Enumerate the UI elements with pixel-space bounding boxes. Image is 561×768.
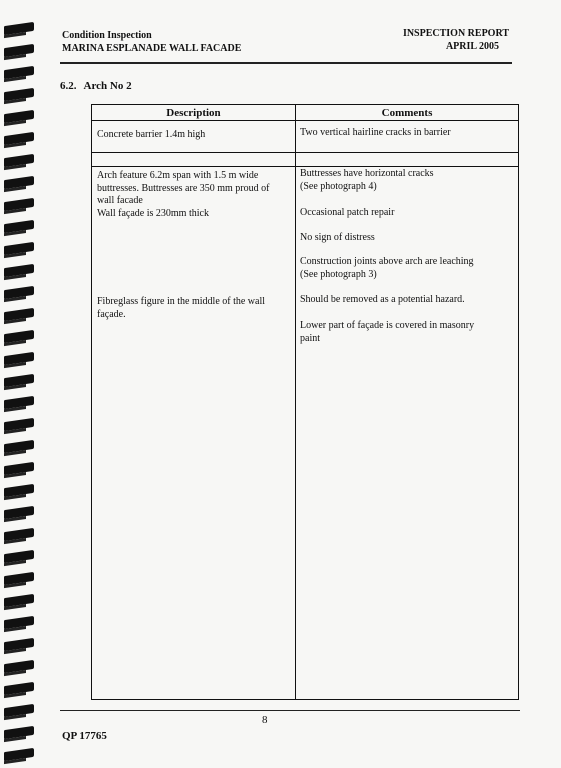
row3-comment-1 [300, 168, 434, 193]
binding-ring [4, 704, 34, 717]
header-report-type: INSPECTION REPORT [402, 28, 509, 39]
binding-ring [4, 352, 34, 365]
text-line: Lower part of façade is covered in masonry [300, 320, 475, 331]
binding-ring [4, 506, 34, 519]
page-number: 8 [262, 714, 268, 726]
binding-ring [4, 22, 34, 35]
column-header-description: Description [166, 107, 221, 119]
row3-comment-2: Occasional patch repair [300, 207, 395, 218]
text-line: Fibreglass figure in the middle of the wall [97, 296, 266, 307]
binding-ring [4, 44, 34, 57]
section-heading [60, 80, 132, 92]
text-line: Construction joints above arch are leaching [300, 256, 474, 267]
text-line: Buttresses have horizontal cracks [300, 168, 434, 179]
section-title: Arch No 2 [83, 80, 132, 92]
binding-ring [4, 418, 34, 431]
section-number: 6.2. [60, 80, 77, 92]
binding-ring [4, 550, 34, 563]
row3-comment-6 [300, 320, 474, 345]
text-line: (See photograph 4) [300, 180, 377, 192]
binding-ring [4, 110, 34, 123]
text-line: wall facade [97, 195, 143, 206]
row3-description-1 [97, 170, 269, 220]
footer-rule [60, 710, 520, 711]
binding-ring [4, 748, 34, 761]
row1-description: Concrete barrier 1.4m high [97, 129, 206, 140]
binding-ring [4, 198, 34, 211]
spiral-binding [0, 0, 40, 768]
binding-ring [4, 660, 34, 673]
binding-ring [4, 264, 34, 277]
header-right [403, 27, 509, 53]
binding-ring [4, 330, 34, 343]
binding-ring [4, 242, 34, 255]
binding-ring [4, 528, 34, 541]
binding-ring [4, 286, 34, 299]
binding-ring [4, 726, 34, 739]
text-line: paint [300, 332, 320, 344]
binding-ring [4, 396, 34, 409]
header-left [62, 29, 241, 55]
binding-ring [4, 308, 34, 321]
binding-ring [4, 462, 34, 475]
binding-ring [4, 132, 34, 145]
column-header-comments: Comments [381, 107, 433, 119]
binding-ring [4, 616, 34, 629]
inspection-table [91, 104, 519, 700]
binding-ring [4, 440, 34, 453]
binding-ring [4, 572, 34, 585]
header-rule [60, 62, 512, 64]
binding-ring [4, 176, 34, 189]
binding-ring [4, 220, 34, 233]
row1-comment: Two vertical hairline cracks in barrier [300, 127, 451, 138]
header-date: APRIL 2005 [445, 41, 499, 52]
row3-comment-4 [300, 256, 474, 281]
binding-ring [4, 374, 34, 387]
header-subject: Condition Inspection [62, 30, 152, 41]
row3-comment-3: No sign of distress [300, 232, 375, 243]
text-line: Wall façade is 230mm thick [97, 207, 209, 219]
binding-ring [4, 682, 34, 695]
binding-ring [4, 66, 34, 79]
row-divider [92, 152, 518, 153]
column-divider [295, 105, 296, 699]
header-row-divider [92, 120, 518, 121]
document-reference: QP 17765 [62, 730, 107, 742]
text-line: buttresses. Buttresses are 350 mm proud of [97, 182, 270, 194]
binding-ring [4, 154, 34, 167]
binding-ring [4, 484, 34, 497]
text-line: façade. [97, 308, 126, 320]
text-line: (See photograph 3) [300, 268, 377, 280]
binding-ring [4, 88, 34, 101]
header-location: MARINA ESPLANADE WALL FACADE [62, 43, 242, 54]
binding-ring [4, 638, 34, 651]
row3-description-2 [97, 296, 265, 321]
text-line: Arch feature 6.2m span with 1.5 m wide [97, 170, 259, 181]
row3-comment-5: Should be removed as a potential hazard. [300, 294, 465, 305]
binding-ring [4, 594, 34, 607]
